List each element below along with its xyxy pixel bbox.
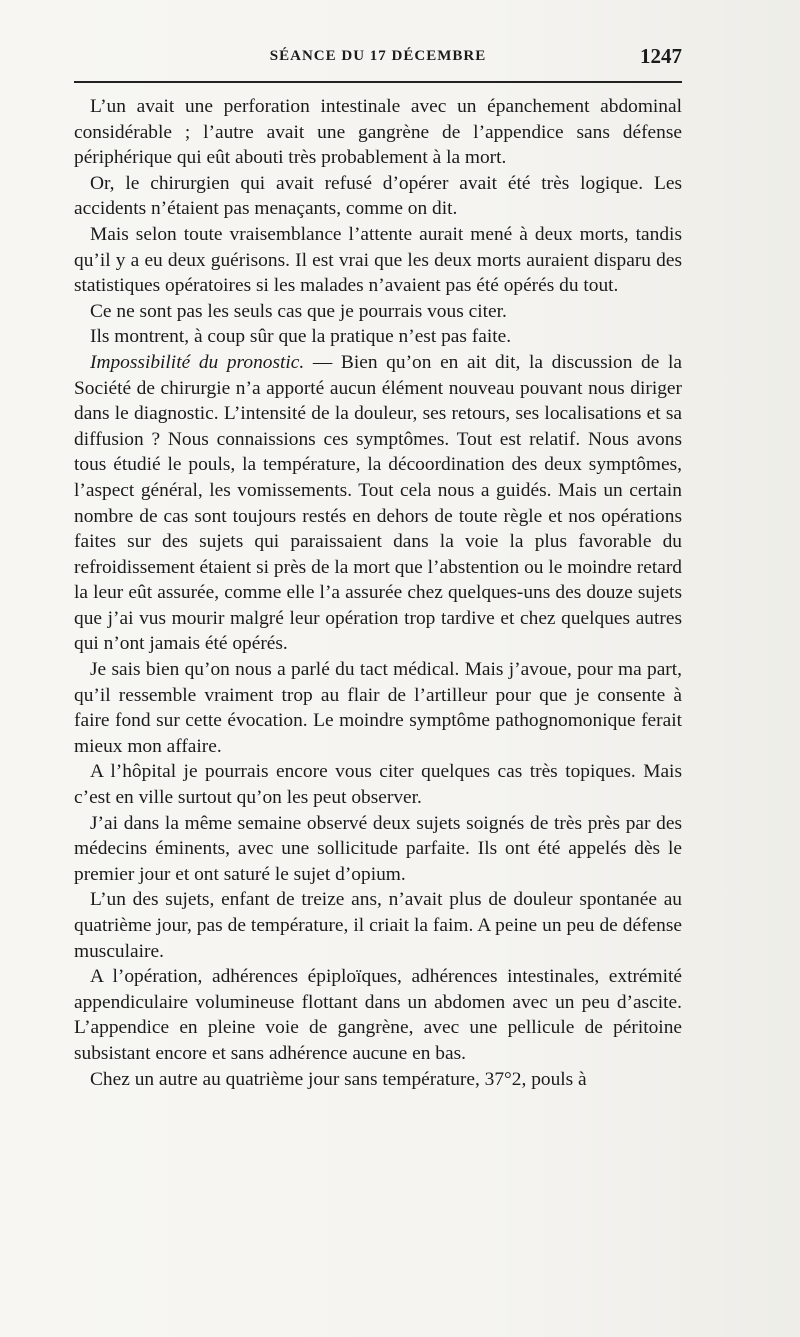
header-rule — [74, 81, 682, 83]
paragraph: Impossibilité du pronostic. — Bien qu’on en ait dit, la discussion de la Société de chirurgie n’a apporté aucun élément nouveau pouvant nous diriger dans le diagnostic. L’intensité de la douleur, ses retours, ses localisations et sa diffusion ? Nous connaissions ces symptômes. Tout est relatif. Nous avons tous étudié le pouls, la température, la décoordination des deux symptômes, l’aspect général, les vomissements. Tout cela nous a guidés. Mais un certain nombre de cas sont toujours restés en dehors de toute règle et nos opérations faites sur des sujets qui paraissaient dans la voie la plus favorable du refroidissement étaient si près de la mort que l’abstention ou le moindre retard la leur eût assurée, comme elle l’a assurée chez quelques-uns des douze sujets que j’ai vus mourir malgré leur opération trop tardive et chez quelques autres qui n’ont jamais été opérés. — [74, 351, 682, 655]
paragraph: Chez un autre au quatrième jour sans température, 37°2, pouls à — [90, 1068, 587, 1090]
paragraph: Je sais bien qu’on nous a parlé du tact médical. Mais j’avoue, pour ma part, qu’il ressemble vraiment trop au flair de l’artilleur pour que je consente à faire fond sur cette évocation. Le moindre symptôme pathognomonique ferait mieux mon affaire. — [74, 659, 682, 757]
paragraph: A l’hôpital je pourrais encore vous citer quelques cas très topiques. Mais c’est en ville surtout qu’on les peut observer. — [74, 761, 682, 809]
section-lead: Impossibilité du pronostic. — [90, 351, 305, 373]
paragraph: Ce ne sont pas les seuls cas que je pourrais vous citer. — [90, 300, 507, 322]
body-text — [74, 94, 682, 1092]
paragraph: Mais selon toute vraisemblance l’attente aurait mené à deux morts, tandis qu’il y a eu deux guérisons. Il est vrai que les deux morts auraient disparu des statistiques opératoires si les malades n’avaient pas été opérés du tout. — [74, 223, 682, 297]
page-header — [74, 44, 682, 74]
paragraph: L’un avait une perforation intestinale avec un épanchement abdominal considérable ; l’autre avait une gangrène de l’appendice sans défense périphérique qui eût abouti très probablement à la mort. — [74, 96, 682, 169]
paragraph: Or, le chirurgien qui avait refusé d’opérer avait été très logique. Les accidents n’étaient pas menaçants, comme on dit. — [74, 172, 682, 220]
page-number: 1247 — [640, 44, 682, 68]
paragraph: L’un des sujets, enfant de treize ans, n’avait plus de douleur spontanée au quatrième jour, pas de température, il criait la faim. A peine un peu de défense musculaire. — [74, 889, 682, 962]
paragraph: J’ai dans la même semaine observé deux sujets soignés de très près par des médecins éminents, avec une sollicitude parfaite. Ils ont été appelés dès le premier jour et ont saturé le sujet d’opium. — [74, 812, 682, 885]
paragraph: Ils montrent, à coup sûr que la pratique n’est pas faite. — [90, 326, 512, 348]
paragraph: A l’opération, adhérences épiploïques, adhérences intestinales, extrémité appendiculaire volumineuse flottant dans un abdomen avec un peu d’ascite. L’appendice en pleine voie de gangrène, avec une pellicule de péritoine subsistant encore et sans adhérence aucune en bas. — [74, 966, 682, 1064]
running-title: SÉANCE DU 17 DÉCEMBRE — [269, 48, 487, 64]
